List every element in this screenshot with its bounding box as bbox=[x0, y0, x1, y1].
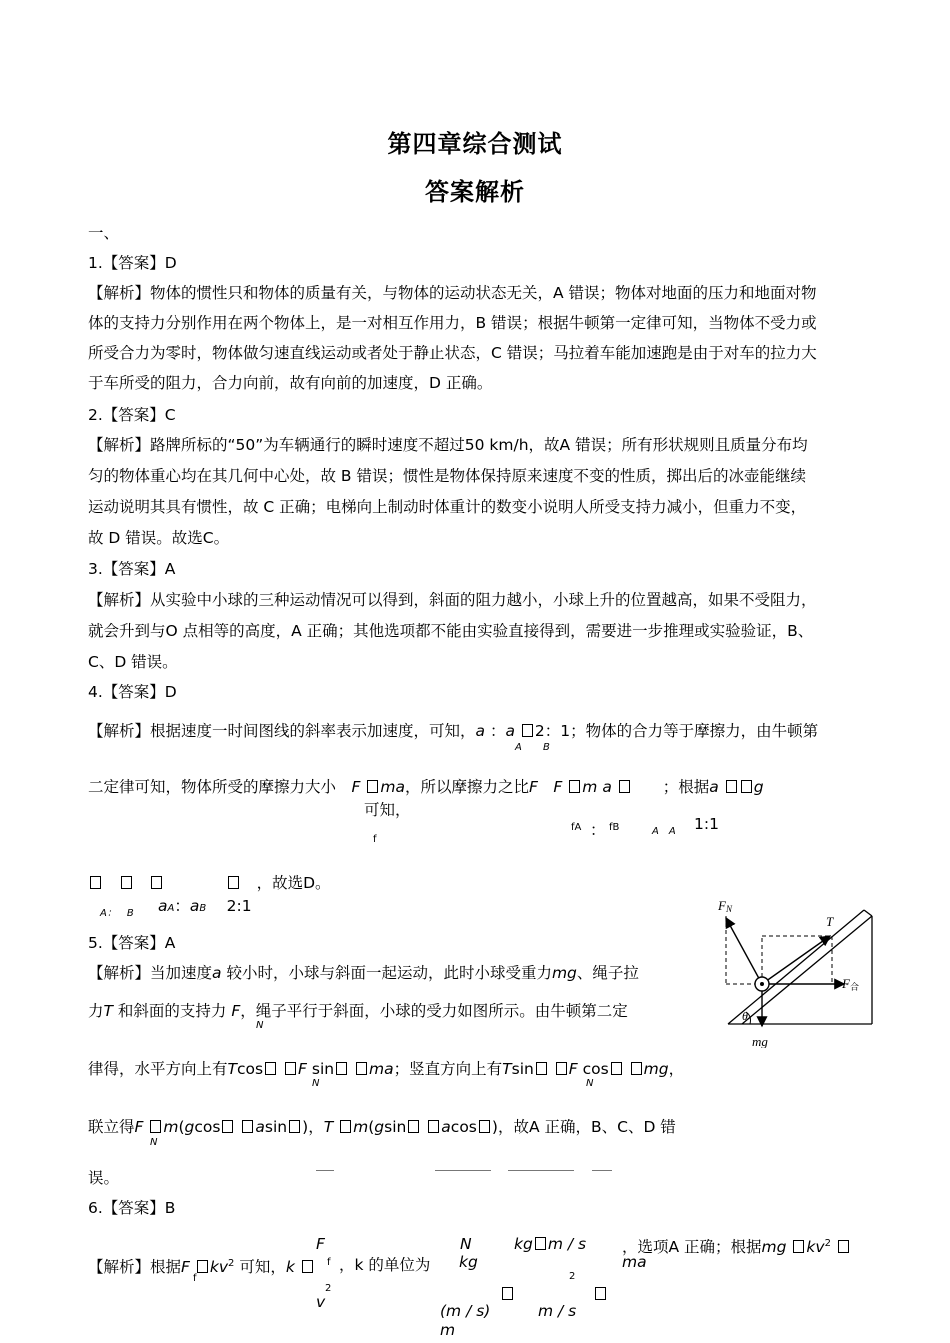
q5-l4-text: 联立得 bbox=[88, 1118, 135, 1136]
q5-answer: 5.【答案】A bbox=[88, 934, 176, 952]
section-label: 一、 bbox=[88, 224, 120, 242]
q4-l2-ff: F F bbox=[529, 778, 563, 796]
q2-answer: 2.【答案】C bbox=[88, 406, 176, 424]
q5-l3-sub-n2: N bbox=[586, 1078, 594, 1089]
q4-sub-fa: fA bbox=[571, 822, 582, 833]
q4-line-3 bbox=[88, 872, 331, 894]
q5-l4-comma: ， bbox=[308, 1118, 324, 1136]
q5-l3-end: ， bbox=[668, 1060, 685, 1078]
missing-glyph-box bbox=[222, 1120, 233, 1133]
q1-answer: 1.【答案】D bbox=[88, 254, 177, 272]
q4-l2-mid: ，所以摩擦力之比 bbox=[405, 778, 530, 796]
missing-glyph-box bbox=[726, 780, 737, 793]
q4-line-1 bbox=[88, 720, 818, 742]
q4-sub-aa: A A bbox=[652, 826, 676, 837]
q5-line-3 bbox=[88, 1058, 684, 1080]
q6-unit: ，k 的单位为 bbox=[339, 1256, 431, 1274]
q4-l3-ratio: 2:1 bbox=[226, 897, 252, 915]
missing-glyph-box bbox=[536, 1062, 547, 1075]
missing-glyph-box bbox=[741, 780, 752, 793]
q4-l3-a2: a bbox=[189, 897, 200, 915]
missing-glyph-box bbox=[336, 1062, 347, 1075]
missing-glyph-box bbox=[479, 1120, 490, 1133]
ball-center bbox=[760, 982, 764, 986]
q6-frac-sup: 2 bbox=[325, 1283, 332, 1294]
q4-l3-sub-a: A bbox=[167, 903, 175, 914]
label-fn: FN bbox=[718, 898, 732, 914]
q4-l3-colon: ： bbox=[174, 897, 190, 915]
q4-sub-f: f bbox=[373, 834, 377, 845]
missing-glyph-box bbox=[367, 780, 378, 793]
missing-glyph-box bbox=[302, 1260, 313, 1273]
q4-l3-a: a bbox=[158, 897, 168, 915]
q6-m: m bbox=[440, 1321, 456, 1339]
q6-ma: ma bbox=[622, 1253, 647, 1271]
q5-line-1 bbox=[88, 962, 639, 984]
q5-l1-mg: mg bbox=[551, 964, 577, 982]
missing-glyph-box bbox=[289, 1120, 300, 1133]
missing-glyph-box bbox=[619, 780, 630, 793]
missing-glyph-box bbox=[593, 1285, 608, 1303]
missing-glyph-box bbox=[408, 1120, 419, 1133]
missing-glyph-box bbox=[500, 1285, 515, 1303]
q6-answer: 6.【答案】B bbox=[88, 1199, 176, 1217]
q5-l2-t: T bbox=[103, 1002, 113, 1020]
q5-line-2 bbox=[88, 1000, 628, 1022]
q3-line-3: C、D 错误。 bbox=[88, 653, 178, 671]
q5-l1-a: a bbox=[212, 964, 222, 982]
page-subtitle: 答案解析 bbox=[425, 178, 525, 206]
q5-l3-text: 律得，水平方向上有 bbox=[88, 1060, 228, 1078]
page-title: 第四章综合测试 bbox=[387, 130, 563, 158]
q5-l4-a2: a bbox=[441, 1118, 451, 1136]
q4-sub-b: B bbox=[543, 742, 550, 753]
q6-l1-sup2: 2 bbox=[228, 1258, 235, 1269]
q2-line-3: 运动说明其具有惯性，故 C 正确；电梯向上制动时体重计的数变小说明人所受支持力减小，但重力不变， bbox=[88, 498, 807, 516]
q5-line-5: 误。 bbox=[88, 1169, 120, 1187]
q3-line-1: 【解析】从实验中小球的三种运动情况可以得到，斜面的阻力越小，小球上升的位置越高，如果不受阻力， bbox=[88, 591, 817, 609]
missing-glyph-box bbox=[150, 1120, 161, 1133]
missing-glyph-box bbox=[340, 1120, 351, 1133]
missing-glyph-box bbox=[197, 1260, 208, 1273]
q4-sub-fb: fB bbox=[609, 822, 620, 833]
q5-l2-c: ，绳子平行于斜面，小球的受力如图所示。由牛顿第二定 bbox=[240, 1002, 628, 1020]
q2-line-4: 故 D 错误。故选C。 bbox=[88, 529, 230, 547]
q6-l1-kezhi: 可知， bbox=[234, 1258, 286, 1277]
q5-l2-b: 和斜面的支持力 bbox=[112, 1002, 227, 1020]
q5-l3-cos: cos bbox=[236, 1060, 264, 1078]
q6-frac-f: F bbox=[316, 1235, 325, 1253]
label-mg: mg bbox=[752, 1034, 768, 1048]
q5-l4-g2: g bbox=[374, 1118, 385, 1136]
q1-line-2: 体的支持力分别作用在两个物体上，是一对相互作用力，B 错误；根据牛顿第一定律可知，当物体不受力或 bbox=[88, 314, 817, 332]
missing-glyph-box bbox=[556, 1062, 567, 1075]
overline-mark bbox=[316, 1170, 334, 1171]
q1-line-1: 【解析】物体的惯性只和物体的质量有关，与物体的运动状态无关，A 错误；物体对地面的压力和地面对物 bbox=[88, 284, 817, 302]
force-diagram bbox=[712, 896, 878, 1048]
q5-l3-sin2: sin bbox=[511, 1060, 534, 1078]
missing-glyph-box bbox=[228, 876, 239, 889]
q5-line-4: 联立得F m(gcos asin )，T m(gsin acos )，故A 正确，B、C、D 错 bbox=[88, 1118, 676, 1136]
q3-answer: 3.【答案】A bbox=[88, 560, 176, 578]
q4-l2-ag-g: g bbox=[753, 778, 764, 796]
label-fhe: F合 bbox=[842, 976, 859, 992]
q6-n: N bbox=[460, 1235, 472, 1253]
q4-l2-text: 二定律可知，物体所受的摩擦力大小 bbox=[88, 778, 337, 796]
q5-l1-text: 【解析】当加速度 bbox=[88, 964, 213, 982]
q4-l1-ratio: 2：1；物体的合力等于摩擦力，由牛顿第 bbox=[534, 722, 819, 740]
q4-l2-f: F bbox=[351, 778, 361, 796]
missing-glyph-box bbox=[631, 1062, 642, 1075]
missing-glyph-box bbox=[121, 876, 132, 889]
q5-l4-g: g bbox=[184, 1118, 195, 1136]
q4-line-2 bbox=[88, 776, 764, 798]
missing-glyph-box bbox=[285, 1062, 296, 1075]
overline-mark bbox=[508, 1170, 574, 1171]
q5-l4-sin: sin bbox=[264, 1118, 288, 1136]
q1-line-4: 于车所受的阻力，合力向前，故有向前的加速度，D 正确。 bbox=[88, 374, 493, 392]
missing-glyph-box bbox=[265, 1062, 276, 1075]
q6-ms2: (m / s) bbox=[440, 1302, 491, 1320]
q4-l3-sub: A： B bbox=[100, 908, 134, 919]
q6-l1-f: F bbox=[181, 1258, 190, 1277]
q5-l2-sub-n: N bbox=[256, 1020, 264, 1031]
q2-line-2: 匀的物体重心均在其几何中心处，故 B 错误；惯性是物体保持原来速度不变的性质，掷出后的冰壶能继续 bbox=[88, 467, 806, 485]
q5-l3-mg: mg bbox=[643, 1060, 669, 1078]
label-t: T bbox=[826, 914, 834, 929]
q4-sub-a: A bbox=[515, 742, 522, 753]
q5-l4-sub-n: N bbox=[150, 1137, 158, 1148]
q5-l1-b: 较小时，小球与斜面一起运动，此时小球受重力 bbox=[221, 964, 552, 982]
q5-l4-cos: cos bbox=[194, 1118, 221, 1136]
label-theta: θ bbox=[742, 1009, 748, 1023]
missing-glyph-box bbox=[522, 724, 533, 737]
q5-l4-f: F bbox=[134, 1118, 144, 1136]
q6-kg: kg bbox=[459, 1253, 478, 1271]
q6-kg-ms: kg m / s bbox=[514, 1235, 587, 1253]
q2-line-1: 【解析】路牌所标的“50”为车辆通行的瞬时速度不超过50 km/h，故A 错误；所有形状规则且质量分布均 bbox=[88, 436, 808, 454]
q4-l2-m: m a bbox=[582, 778, 612, 796]
q4-l1-a: a bbox=[475, 722, 486, 740]
q5-l3-sub-n1: N bbox=[312, 1078, 320, 1089]
q5-l4-end: ，故A 正确，B、C、D 错 bbox=[497, 1118, 676, 1136]
missing-glyph-box bbox=[356, 1062, 367, 1075]
q3-line-2: 就会升到与O 点相等的高度，A 正确；其他选项都不能由实验直接得到，需要进一步推理或实验验证，B、 bbox=[88, 622, 814, 640]
q6-frac-sub: f bbox=[327, 1257, 331, 1268]
q6-frac-v: v bbox=[316, 1293, 326, 1311]
missing-glyph-box bbox=[569, 780, 580, 793]
q4-l1-text: 【解析】根据速度一时间图线的斜率表示加速度，可知， bbox=[88, 722, 476, 740]
q4-l2-ma: ma bbox=[380, 778, 405, 796]
q1-line-3: 所受合力为零时，物体做匀速直线运动或者处于静止状态，C 错误；马拉着车能加速跑是由于对车的拉力大 bbox=[88, 344, 817, 362]
q4-colon-fa-fb: ： bbox=[590, 821, 606, 839]
q5-l4-m: m bbox=[163, 1118, 179, 1136]
q4-l1-colon: ： bbox=[489, 722, 506, 740]
q5-l4-cos2: cos bbox=[450, 1118, 477, 1136]
q5-l3-cos2: cos bbox=[582, 1060, 609, 1078]
q6-sup2b: 2 bbox=[569, 1271, 576, 1282]
q5-l2-f: F bbox=[231, 1002, 241, 1020]
q5-l4-sin2: sin bbox=[384, 1118, 407, 1136]
q4-l2-end: ；根据 bbox=[662, 778, 710, 796]
q6-ms3: m / s bbox=[538, 1302, 577, 1320]
q5-l3-ma: ma bbox=[369, 1060, 394, 1078]
q4-l3-ratio-group bbox=[158, 894, 252, 916]
q5-l3-sin: sin bbox=[311, 1060, 335, 1078]
q5-l1-c: 、绳子拉 bbox=[576, 964, 639, 982]
q6-l1-kv: kv bbox=[209, 1258, 229, 1277]
overline-mark bbox=[592, 1170, 612, 1171]
missing-glyph-box bbox=[242, 1120, 253, 1133]
q5-l3-mid: ；竖直方向上有 bbox=[393, 1060, 503, 1078]
missing-glyph-box bbox=[428, 1120, 439, 1133]
overline-mark bbox=[435, 1170, 491, 1171]
missing-glyph-box bbox=[611, 1062, 622, 1075]
q5-l4-t: T bbox=[323, 1118, 334, 1136]
incline bbox=[728, 910, 872, 1024]
q6-line-1 bbox=[88, 1253, 315, 1278]
q5-l3-t2: T bbox=[502, 1060, 512, 1078]
q4-kezhi: 可知， bbox=[364, 801, 411, 819]
q5-l4-a: a bbox=[255, 1118, 265, 1136]
q6-l1-k: k bbox=[285, 1258, 295, 1277]
q5-l2-text: 力 bbox=[88, 1002, 104, 1020]
q5-l3-t: T bbox=[227, 1060, 237, 1078]
q4-l3-end: ，故选D。 bbox=[256, 874, 331, 892]
dashed-guides bbox=[726, 916, 848, 1024]
q6-l1-text: 【解析】根据 bbox=[88, 1258, 182, 1277]
q4-l1-a2: a bbox=[505, 722, 515, 740]
q5-l3-f2: F bbox=[568, 1060, 578, 1078]
q5-l3-f: F bbox=[298, 1060, 307, 1078]
missing-glyph-box bbox=[151, 876, 162, 889]
q6-sub-f: f bbox=[193, 1273, 197, 1284]
q4-l3-sub-b: B bbox=[199, 903, 207, 914]
q5-l4-m2: m bbox=[353, 1118, 369, 1136]
q4-answer: 4.【答案】D bbox=[88, 683, 177, 701]
q4-ratio-11: 1:1 bbox=[694, 815, 719, 833]
q6-opt: ，选项A 正确；根据mg $kv^2$ bbox=[622, 1235, 851, 1257]
missing-glyph-box bbox=[90, 876, 101, 889]
q4-l2-ag-a: a bbox=[709, 778, 719, 796]
